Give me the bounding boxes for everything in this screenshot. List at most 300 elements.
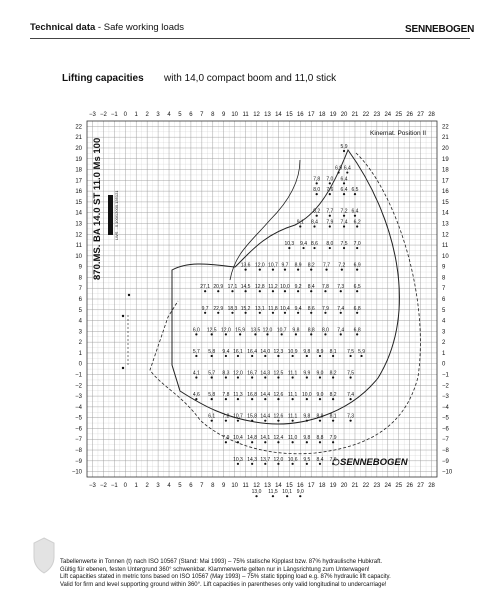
capacity-point (332, 376, 334, 378)
y-tick-label: 17 (75, 178, 82, 185)
capacity-value-label: 12,0 (273, 456, 284, 463)
y-tick-label: −7 (75, 437, 82, 444)
capacity-value-label: 6,5 (351, 187, 359, 194)
x-tick-label: 12 (253, 483, 260, 489)
x-tick-label: 23 (373, 112, 381, 118)
capacity-point (204, 312, 206, 314)
x-tick-label: 22 (362, 112, 370, 118)
capacity-value-label: 6,4 (343, 165, 351, 172)
capacity-value-label: 7,4 (337, 327, 345, 334)
capacity-value-label: 12,5 (273, 370, 284, 377)
pivot-point-upper (128, 294, 130, 296)
y-tick-label: 11 (75, 243, 82, 250)
x-tick-label: 12 (253, 112, 260, 118)
x-tick-label: 3 (156, 483, 160, 489)
boom-config-label: with 14,0 compact boom and 11,0 stick (164, 73, 337, 84)
capacity-point (284, 290, 286, 292)
capacity-value-label: 11,0 (287, 435, 298, 442)
y-tick-label: 18 (442, 167, 449, 174)
capacity-point (292, 420, 294, 422)
x-tick-label: −2 (99, 483, 107, 489)
capacity-value-label: 14,4 (260, 413, 271, 420)
capacity-value-label: 4,6 (192, 392, 200, 399)
capacity-point (266, 333, 268, 335)
y-tick-label: −6 (75, 426, 82, 433)
capacity-point (264, 420, 266, 422)
capacity-value-label: 9,5 (303, 456, 311, 463)
capacity-value-label: 8,4 (311, 219, 318, 226)
capacity-value-label: 6,4 (340, 187, 348, 194)
capacity-value-label: 8,2 (329, 392, 337, 399)
capacity-point (341, 269, 343, 271)
y-tick-label: 14 (75, 210, 82, 217)
capacity-point (299, 495, 301, 497)
section-subtitle: - Safe working loads (95, 22, 185, 33)
x-tick-label: 2 (145, 483, 149, 489)
x-tick-label: 13 (264, 112, 271, 118)
section-title: Technical data (30, 22, 96, 33)
x-tick-label: 5 (178, 483, 182, 489)
capacity-value-label: 7,3 (347, 413, 355, 420)
capacity-point (277, 420, 279, 422)
capacity-point (316, 215, 318, 217)
y-tick-label: −9 (442, 458, 449, 465)
y-tick-label: −3 (75, 394, 82, 401)
capacity-point (211, 398, 213, 400)
capacity-point (302, 247, 304, 249)
x-tick-label: 4 (167, 483, 171, 489)
x-tick-label: 27 (417, 112, 424, 118)
y-tick-label: 9 (78, 264, 82, 271)
capacity-point (237, 441, 239, 443)
lifting-capacity-chart (0, 95, 488, 510)
pivot-point-mid (122, 315, 124, 317)
x-tick-label: 25 (395, 483, 403, 489)
footnote-line-3: Lift capacities stated in metric tons based on ISO 10567 (May 1993) – 75% static tipping load e.g. 87% hydraulic lift capacity. (60, 574, 391, 581)
x-tick-label: 17 (307, 112, 315, 118)
footnote-line-2: Gültig für ebenen, festen Untergrund 360° schwenkbar. Klammerwerte gelten nur in Längsrichtung zum Unterwagen! (60, 566, 370, 573)
footnote-line-4: Valid for firm and level supporting ground within 360°. Lift capacities in parentheses only valid longitudinal to undercarriage! (60, 581, 387, 588)
capacity-point (255, 495, 257, 497)
capacity-value-label: 7,5 (347, 370, 355, 377)
capacity-point (319, 398, 321, 400)
x-tick-label: 6 (189, 112, 193, 118)
x-tick-label: 28 (428, 483, 435, 489)
model-label: 870.MS. BA 14.0 ST 11.0 Ms 100 (92, 137, 103, 280)
x-axis-top (89, 112, 435, 118)
capacity-point (337, 171, 339, 173)
capacity-point (292, 376, 294, 378)
capacity-point (346, 171, 348, 173)
y-tick-label: −3 (442, 394, 449, 401)
capacity-point (356, 225, 358, 227)
x-tick-label: 10 (231, 483, 238, 489)
x-tick-label: 19 (329, 112, 337, 118)
capacity-value-label: 13,5 (250, 327, 261, 334)
x-tick-label: 7 (200, 112, 204, 118)
y-tick-label: 20 (75, 145, 82, 152)
capacity-point (195, 355, 197, 357)
capacity-value-label: 11,8 (268, 305, 278, 312)
capacity-point (349, 355, 351, 357)
capacity-point (292, 463, 294, 465)
capacity-value-label: 8,4 (316, 456, 324, 463)
lift-capacities-heading (62, 73, 337, 84)
capacity-value-label: 7,0 (353, 241, 361, 248)
capacity-value-label: 13,7 (260, 456, 271, 463)
capacity-point (319, 420, 321, 422)
lift-capacities-label: Lifting capacities (62, 73, 144, 84)
y-tick-label: 8 (78, 275, 82, 282)
y-tick-label: 7 (78, 286, 82, 293)
capacity-value-label: 11,1 (287, 413, 298, 420)
y-tick-label: −2 (75, 383, 82, 390)
capacity-value-label: 7,5 (340, 241, 348, 248)
capacity-point (319, 376, 321, 378)
capacity-point (277, 376, 279, 378)
capacity-value-label: 10,4 (233, 435, 243, 442)
x-tick-label: −1 (110, 112, 118, 118)
capacity-value-label: 7,2 (340, 208, 348, 215)
capacity-point (340, 290, 342, 292)
capacity-value-label: 10,7 (276, 327, 287, 334)
x-tick-label: 1 (134, 483, 138, 489)
capacity-value-label: 10,9 (287, 348, 298, 355)
capacity-point (292, 398, 294, 400)
capacity-point (324, 333, 326, 335)
capacity-value-label: 9,8 (303, 348, 311, 355)
x-tick-label: 16 (296, 112, 304, 118)
capacity-point (251, 441, 253, 443)
capacity-value-label: 7,4 (347, 392, 355, 399)
y-tick-label: 5 (442, 307, 446, 314)
y-tick-label: 17 (442, 178, 449, 185)
y-tick-label: −2 (442, 383, 449, 390)
capacity-value-label: 11,1 (287, 370, 298, 377)
capacity-value-label: 7,7 (326, 208, 334, 215)
y-tick-label: −10 (71, 469, 82, 476)
x-tick-label: 21 (351, 483, 359, 489)
page-header (30, 22, 184, 33)
capacity-point (195, 398, 197, 400)
x-tick-label: 25 (395, 112, 403, 118)
capacity-point (329, 225, 331, 227)
capacity-value-label: 8,0 (313, 187, 321, 194)
capacity-point (251, 420, 253, 422)
capacity-point (343, 193, 345, 195)
capacity-point (299, 225, 301, 227)
y-tick-label: −5 (442, 415, 449, 422)
capacity-point (272, 495, 274, 497)
capacity-point (195, 333, 197, 335)
x-tick-label: 20 (340, 483, 348, 489)
capacity-point (343, 182, 345, 184)
capacity-value-label: 14,5 (240, 284, 251, 291)
capacity-value-label: 7,8 (222, 413, 230, 420)
capacity-point (225, 420, 227, 422)
x-tick-label: 8 (211, 483, 215, 489)
model-label-bar (108, 195, 113, 235)
x-tick-label: 11 (242, 483, 249, 489)
capacity-value-label: 10,1 (282, 489, 293, 496)
capacity-point (356, 312, 358, 314)
capacity-point (306, 376, 308, 378)
capacity-value-label: 7,3 (337, 284, 345, 291)
capacity-value-label: 6,5 (353, 284, 361, 291)
capacity-point (356, 269, 358, 271)
capacity-point (356, 333, 358, 335)
x-tick-label: 27 (417, 483, 424, 489)
capacity-point (306, 441, 308, 443)
x-tick-label: 24 (384, 112, 392, 118)
capacity-value-label: 9,9 (303, 370, 311, 377)
capacity-point (272, 290, 274, 292)
capacity-value-label: 7,9 (326, 219, 334, 226)
chart-brand-logo: SENNEBOGEN (340, 457, 408, 468)
pivot-point-lower (122, 367, 124, 369)
capacity-value-label: 6,9 (335, 165, 343, 172)
capacity-value-label: 20,9 (213, 284, 224, 291)
capacity-value-label: 13,6 (240, 262, 251, 269)
brand-logo-top: SENNEBOGEN (405, 24, 475, 35)
capacity-point (272, 312, 274, 314)
capacity-value-label: 9,4 (294, 305, 302, 312)
x-tick-label: 18 (318, 483, 326, 489)
y-tick-label: −4 (75, 404, 82, 411)
x-tick-label: −3 (89, 483, 96, 489)
capacity-value-label: 7,9 (321, 305, 329, 312)
capacity-value-label: 5,9 (340, 143, 348, 150)
capacity-value-label: 10,0 (301, 392, 312, 399)
capacity-point (251, 376, 253, 378)
capacity-value-label: 7,7 (323, 262, 331, 269)
capacity-value-label: 8,2 (307, 262, 315, 269)
x-tick-label: 28 (428, 112, 435, 118)
capacity-point (237, 420, 239, 422)
capacity-value-label: 4,1 (192, 370, 200, 377)
x-tick-label: 24 (384, 483, 392, 489)
y-tick-label: −4 (442, 404, 449, 411)
y-tick-label: 6 (442, 297, 446, 303)
capacity-point (288, 247, 290, 249)
capacity-point (316, 193, 318, 195)
x-tick-label: 9 (222, 483, 226, 489)
capacity-value-label: 10,7 (233, 413, 243, 420)
capacity-value-label: 9,2 (294, 284, 302, 291)
x-tick-label: 26 (406, 112, 413, 118)
capacity-value-label: 7,2 (338, 262, 346, 269)
stamp-seal (30, 535, 58, 575)
capacity-point (360, 355, 362, 357)
capacity-value-label: 12,0 (254, 262, 265, 269)
x-tick-label: 0 (123, 483, 127, 489)
y-tick-label: 4 (442, 318, 446, 325)
x-tick-label: 21 (351, 112, 359, 118)
capacity-value-label: 10,4 (280, 305, 290, 312)
capacity-value-label: 10,0 (280, 284, 290, 291)
capacity-point (225, 355, 227, 357)
y-tick-label: 9 (442, 264, 446, 271)
capacity-value-label: 10,3 (233, 456, 243, 463)
y-tick-label: 4 (78, 318, 82, 325)
capacity-value-label: 8,9 (316, 348, 324, 355)
x-tick-label: 8 (211, 112, 215, 118)
capacity-point (340, 312, 342, 314)
capacity-value-label: 7,5 (347, 348, 355, 355)
capacity-value-label: 9,7 (281, 262, 289, 269)
x-tick-label: 1 (134, 112, 138, 118)
y-tick-label: 19 (442, 156, 449, 163)
x-tick-label: 4 (167, 112, 171, 118)
capacity-point (211, 333, 213, 335)
x-tick-label: 22 (362, 483, 370, 489)
y-tick-label: 22 (442, 124, 449, 131)
capacity-value-label: 10,6 (287, 456, 298, 463)
capacity-value-label: 7,4 (340, 219, 348, 226)
capacity-point (324, 312, 326, 314)
y-tick-label: 2 (442, 340, 446, 347)
y-tick-label: 1 (78, 350, 82, 357)
y-tick-label: 5 (78, 307, 82, 314)
capacity-point (329, 193, 331, 195)
capacity-value-label: 9,8 (303, 435, 311, 442)
capacity-value-label: 9,7 (201, 305, 209, 312)
capacity-point (356, 290, 358, 292)
capacity-value-label: 8,0 (326, 241, 334, 248)
capacity-point (195, 376, 197, 378)
capacity-value-label: 5,9 (358, 348, 366, 355)
capacity-point (259, 290, 261, 292)
y-axis-left (72, 124, 83, 475)
capacity-point (225, 376, 227, 378)
y-tick-label: −1 (75, 372, 82, 379)
capacity-point (264, 376, 266, 378)
capacity-value-label: 8,0 (321, 327, 329, 334)
x-tick-label: 6 (189, 483, 193, 489)
capacity-point (237, 398, 239, 400)
y-axis-right (442, 124, 453, 475)
capacity-value-label: 10,7 (268, 262, 278, 269)
capacity-point (297, 290, 299, 292)
capacity-value-label: 11,2 (268, 284, 278, 291)
capacity-value-label: 15,8 (247, 413, 258, 420)
capacity-value-label: 12,3 (273, 348, 284, 355)
capacity-value-label: 8,6 (311, 241, 318, 248)
capacity-value-label: 9,0 (316, 370, 324, 377)
y-tick-label: 15 (442, 199, 449, 206)
capacity-value-label: 16,7 (247, 370, 258, 377)
capacity-point (292, 355, 294, 357)
kinematic-position-label: Kinemat. Position II (370, 130, 426, 137)
capacity-value-label: 6,8 (353, 327, 361, 334)
capacity-point (349, 376, 351, 378)
capacity-point (237, 463, 239, 465)
capacity-value-label: 14,3 (247, 456, 258, 463)
capacity-value-label: 10,3 (284, 241, 295, 248)
y-tick-label: −7 (442, 437, 449, 444)
y-tick-label: 3 (78, 329, 82, 336)
capacity-point (306, 355, 308, 357)
capacity-value-label: 8,1 (329, 348, 337, 355)
capacity-value-label: 7,9 (329, 435, 337, 442)
capacity-value-label: 6,4 (340, 176, 348, 183)
capacity-point (310, 269, 312, 271)
capacity-value-label: 9,0 (296, 489, 304, 496)
capacity-point (325, 269, 327, 271)
capacity-value-label: 6,0 (192, 327, 200, 334)
capacity-point (211, 376, 213, 378)
capacity-point (244, 269, 246, 271)
capacity-value-label: 6,2 (353, 219, 361, 226)
y-tick-label: 14 (442, 210, 449, 217)
capacity-point (354, 193, 356, 195)
capacity-value-label: 6,1 (208, 413, 216, 420)
y-tick-label: −8 (75, 448, 82, 455)
capacity-value-label: 9,1 (296, 219, 304, 226)
capacity-point (264, 463, 266, 465)
capacity-point (310, 290, 312, 292)
x-tick-label: 11 (242, 112, 249, 118)
capacity-point (329, 247, 331, 249)
capacity-value-label: 6,9 (353, 262, 361, 269)
capacity-value-label: 8,2 (313, 208, 321, 215)
capacity-point (277, 355, 279, 357)
capacity-point (277, 398, 279, 400)
capacity-point (286, 495, 288, 497)
capacity-value-label: 6,8 (353, 305, 361, 312)
capacity-value-label: 7,8 (222, 392, 230, 399)
y-tick-label: 21 (442, 135, 449, 142)
capacity-value-label: 12,4 (273, 435, 284, 442)
model-code-small: LWS ...0.100/12000.135121 (114, 190, 119, 240)
y-tick-label: 20 (442, 145, 449, 152)
y-tick-label: 0 (78, 361, 82, 368)
capacity-value-label: 8,8 (307, 327, 315, 334)
capacity-point (277, 463, 279, 465)
capacity-point (332, 441, 334, 443)
x-tick-label: 15 (286, 483, 293, 489)
x-tick-label: 2 (145, 112, 149, 118)
capacity-value-label: 16,8 (247, 392, 258, 399)
capacity-point (343, 215, 345, 217)
capacity-value-label: 9,4 (300, 241, 308, 248)
x-tick-label: 23 (373, 483, 381, 489)
capacity-point (211, 355, 213, 357)
capacity-point (295, 333, 297, 335)
capacity-point (231, 290, 233, 292)
capacity-point (332, 355, 334, 357)
y-tick-label: 12 (75, 232, 82, 239)
capacity-value-label: 9,4 (222, 348, 230, 355)
capacity-point (310, 312, 312, 314)
y-tick-label: 18 (75, 167, 82, 174)
capacity-point (254, 333, 256, 335)
capacity-point (239, 333, 241, 335)
capacity-value-label: 8,6 (307, 305, 315, 312)
y-tick-label: 8 (442, 275, 446, 282)
x-tick-label: 0 (123, 112, 127, 118)
capacity-point (244, 290, 246, 292)
capacity-point (272, 269, 274, 271)
y-tick-label: −8 (442, 448, 449, 455)
capacity-point (264, 398, 266, 400)
capacity-point (340, 333, 342, 335)
y-tick-label: 10 (442, 253, 449, 260)
capacity-value-label: 14,1 (260, 435, 271, 442)
capacity-point (329, 215, 331, 217)
capacity-value-label: 12,0 (221, 327, 231, 334)
capacity-point (264, 441, 266, 443)
